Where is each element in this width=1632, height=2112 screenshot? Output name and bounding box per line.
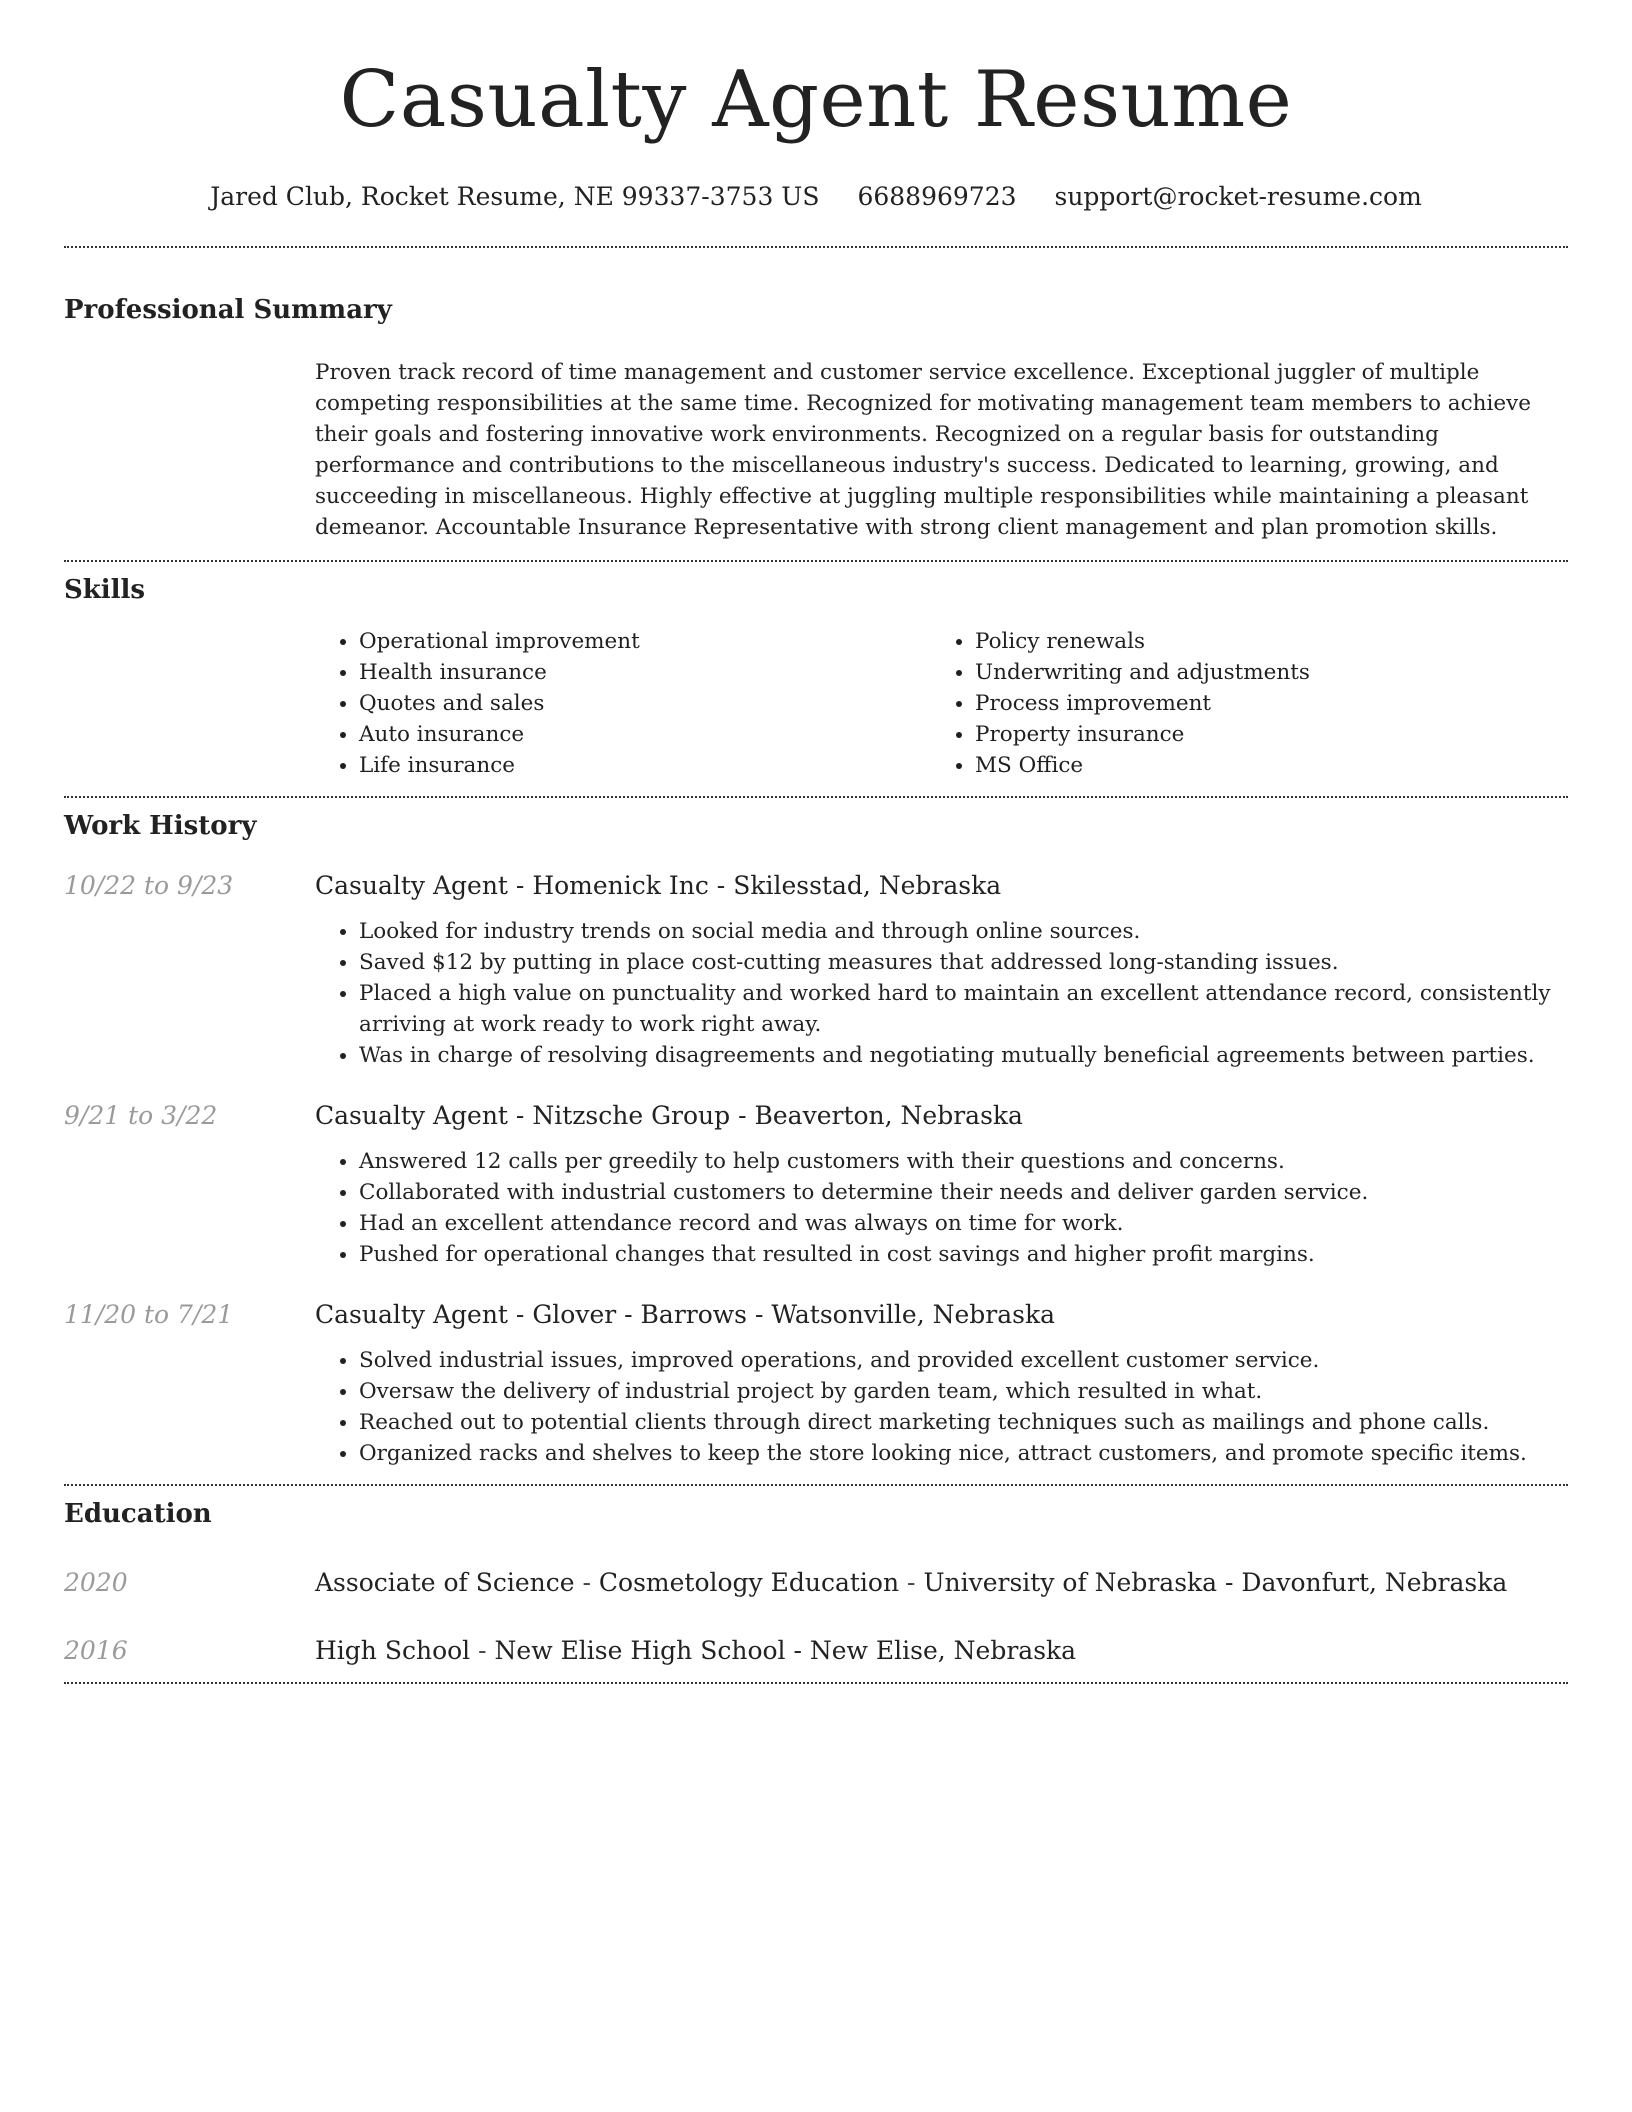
divider	[64, 1682, 1568, 1684]
education-entry	[64, 1634, 1568, 1668]
skill-item: • Property insurance	[975, 719, 1531, 750]
job-bullet: • Was in charge of resolving disagreements and negotiating mutually beneficial agreements between parties.	[359, 1040, 1568, 1071]
skill-item: • Underwriting and adjustments	[975, 657, 1531, 688]
separator: -	[478, 1636, 495, 1665]
job-dates: 10/22 to 9/23	[64, 871, 234, 900]
education-section	[64, 1486, 1568, 1682]
job-title: Casualty Agent - Nitzsche Group - Beaverton, Nebraska	[315, 1101, 1023, 1130]
separator: -	[582, 1568, 599, 1597]
work-history-section	[64, 798, 1568, 1484]
job-body	[315, 1099, 1568, 1270]
job-dates: 9/21 to 3/22	[64, 1101, 218, 1130]
education-field: Cosmetology Education	[598, 1568, 900, 1597]
skill-item: • Policy renewals	[975, 626, 1531, 657]
skill-item: • Quotes and sales	[359, 688, 931, 719]
education-heading: Education	[64, 1499, 212, 1529]
work-history-heading: Work History	[64, 811, 257, 841]
skill-item: • Health insurance	[359, 657, 931, 688]
education-detail	[315, 1634, 1568, 1668]
job-entry	[64, 869, 1568, 1071]
skill-item: • Life insurance	[359, 750, 931, 781]
job-bullet: • Oversaw the delivery of industrial project by garden team, which resulted in what.	[359, 1376, 1568, 1407]
job-bullet: • Reached out to potential clients through direct marketing techniques such as mailings and phone calls.	[359, 1407, 1568, 1438]
education-year: 2016	[64, 1636, 128, 1665]
skill-item: • Auto insurance	[359, 719, 931, 750]
summary-section	[64, 248, 1568, 560]
resume-title: Casualty Agent Resume	[339, 55, 1293, 145]
contact-email: support@rocket-resume.com	[1054, 182, 1422, 211]
job-bullet: • Placed a high value on punctuality and worked hard to maintain an excellent attendance record, consistently arriving at work ready to work right away.	[359, 978, 1568, 1040]
job-bullet: • Solved industrial issues, improved operations, and provided excellent customer service.	[359, 1345, 1568, 1376]
skills-section	[64, 562, 1568, 796]
job-title: Casualty Agent - Homenick Inc - Skilesstad, Nebraska	[315, 871, 1002, 900]
job-bullet: • Collaborated with industrial customers to determine their needs and deliver garden service.	[359, 1177, 1568, 1208]
job-bullets	[315, 1146, 1568, 1270]
separator: -	[907, 1568, 924, 1597]
job-bullet: • Looked for industry trends on social media and through online sources.	[359, 916, 1568, 947]
job-bullet: • Saved $12 by putting in place cost-cutting measures that addressed long-standing issues.	[359, 947, 1568, 978]
education-school: University of Nebraska - Davonfurt, Nebraska	[923, 1568, 1508, 1597]
job-bullet: • Had an excellent attendance record and was always on time for work.	[359, 1208, 1568, 1239]
job-body	[315, 1298, 1568, 1469]
skill-item: • Process improvement	[975, 688, 1531, 719]
job-title: Casualty Agent - Glover - Barrows - Watsonville, Nebraska	[315, 1300, 1056, 1329]
education-entry	[64, 1566, 1568, 1600]
skill-item: • Operational improvement	[359, 626, 931, 657]
education-detail	[315, 1566, 1568, 1600]
summary-text: Proven track record of time management and customer service excellence. Exceptional juggler of multiple competing responsibilities at the same time. Recognized for motivating management team members to achieve their goals and fostering innovative work environments. Recognized on a regular basis for outstanding performance and contributions to the miscellaneous industry's success. Dedicated to learning, growing, and succeeding in miscellaneous. Highly effective at juggling multiple responsibilities while maintaining a pleasant demeanor. Accountable Insurance Representative with strong client management and plan promotion skills.	[315, 360, 1531, 540]
education-year: 2020	[64, 1568, 128, 1597]
job-bullet: • Answered 12 calls per greedily to help customers with their questions and concerns.	[359, 1146, 1568, 1177]
job-bullet: • Pushed for operational changes that resulted in cost savings and higher profit margins.	[359, 1239, 1568, 1270]
summary-heading: Professional Summary	[64, 295, 392, 325]
education-degree: Associate of Science	[315, 1568, 575, 1597]
education-degree: High School	[315, 1636, 471, 1665]
education-school: New Elise High School - New Elise, Nebraska	[494, 1636, 1077, 1665]
contact-line	[64, 180, 1568, 214]
job-body	[315, 869, 1568, 1071]
contact-address: Jared Club, Rocket Resume, NE 99337-3753 US	[210, 182, 820, 211]
contact-phone: 6688969723	[857, 182, 1017, 211]
skills-heading: Skills	[64, 575, 146, 605]
job-entry	[64, 1298, 1568, 1469]
skills-grid	[315, 626, 1568, 781]
job-bullets	[315, 1345, 1568, 1469]
job-bullet: • Organized racks and shelves to keep the store looking nice, attract customers, and promote specific items.	[359, 1438, 1568, 1469]
skill-item: • MS Office	[975, 750, 1531, 781]
skills-list-left	[315, 626, 931, 781]
job-dates: 11/20 to 7/21	[64, 1300, 234, 1329]
skills-list-right	[931, 626, 1531, 781]
job-entry	[64, 1099, 1568, 1270]
job-bullets	[315, 916, 1568, 1071]
